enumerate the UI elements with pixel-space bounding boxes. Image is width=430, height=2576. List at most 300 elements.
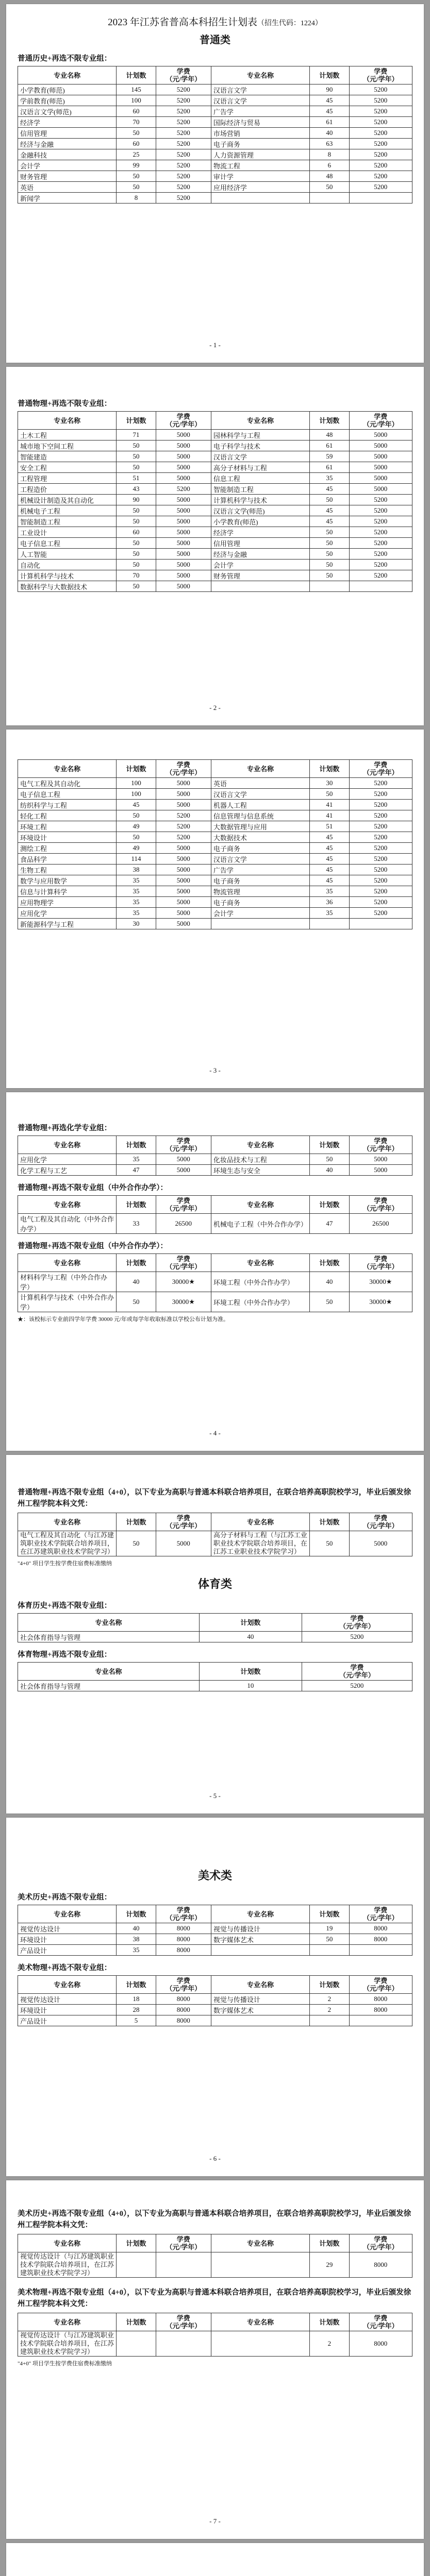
table-row — [18, 160, 412, 171]
table-row — [18, 1154, 412, 1165]
header-fee — [156, 2313, 211, 2331]
table-row — [18, 2331, 412, 2357]
major-cell: 视觉与传播设计 — [211, 1923, 309, 1934]
table-row — [18, 908, 412, 919]
fee-cell: 5200 — [349, 139, 412, 149]
plan-cell: 50 — [117, 128, 156, 139]
major-cell: 汉语言文学 — [211, 84, 309, 95]
fee-cell: 8000 — [349, 1994, 412, 2005]
category-heading: 普通类 — [200, 35, 230, 46]
header-fee-label: 学费 — [374, 1514, 388, 1522]
fee-cell: 5200 — [349, 908, 412, 919]
major-cell: 汉语言文学(师范) — [211, 505, 309, 516]
block-container — [18, 1122, 412, 1312]
header-fee-unit: （元/学年） — [339, 1671, 375, 1679]
fee-cell: 5000 — [349, 1165, 412, 1176]
note-container — [18, 1559, 412, 1567]
plan-cell: 45 — [310, 505, 350, 516]
plan-cell: 45 — [310, 843, 350, 854]
plan-cell: 45 — [310, 516, 350, 527]
plan-cell: 40 — [199, 1632, 302, 1642]
major-cell: 产品设计 — [18, 2015, 117, 2026]
block-container — [18, 2208, 412, 2357]
plan-cell: 50 — [117, 1531, 156, 1556]
header-fee-label: 学费 — [374, 1197, 388, 1205]
major-cell: 环境设计 — [18, 2005, 117, 2015]
section-title: 体育历史+再选不限专业组： — [18, 1602, 112, 1610]
plan-cell: 35 — [117, 1154, 156, 1165]
major-cell: 会计学 — [211, 908, 309, 919]
table-header-row — [18, 66, 412, 84]
document-title: 2023 年江苏省普高本科招生计划表（招生代码：1224） — [108, 17, 322, 28]
major-cell: 广告学 — [211, 106, 309, 117]
plan-table — [18, 1195, 412, 1234]
fee-cell: 5200 — [156, 84, 211, 95]
plan-table — [18, 1613, 412, 1642]
fee-cell: 5200 — [349, 549, 412, 560]
plan-cell: 50 — [117, 538, 156, 549]
header-plan: 计划数 — [310, 1905, 350, 1923]
plan-cell: 59 — [310, 451, 350, 462]
table-row — [18, 193, 412, 204]
table-row — [18, 149, 412, 160]
header-plan: 计划数 — [310, 1254, 350, 1272]
major-cell: 工业设计 — [18, 527, 117, 538]
fee-cell: 5200 — [156, 821, 211, 832]
fee-cell: 5200 — [156, 193, 211, 204]
major-cell: 视觉传达设计 — [18, 1994, 117, 2005]
fee-cell: 5000 — [156, 570, 211, 581]
plan-cell: 49 — [117, 821, 156, 832]
table-row — [18, 430, 412, 440]
plan-cell: 60 — [117, 139, 156, 149]
major-cell: 电子科学与技术 — [211, 440, 309, 451]
table-row — [18, 843, 412, 854]
fee-cell: 5200 — [156, 106, 211, 117]
fee-cell: 26500 — [156, 1214, 211, 1234]
plan-cell: 35 — [310, 473, 350, 484]
plan-cell: 50 — [310, 789, 350, 800]
fee-cell: 5200 — [349, 171, 412, 182]
header-major: 专业名称 — [18, 1976, 117, 1994]
table-header-row — [18, 1905, 412, 1923]
plan-cell: 45 — [310, 875, 350, 886]
header-plan: 计划数 — [117, 1513, 156, 1531]
fee-cell: 5000 — [156, 451, 211, 462]
plan-cell: 61 — [310, 462, 350, 473]
major-cell: 新能源科学与工程 — [18, 919, 117, 929]
plan-cell: 60 — [117, 106, 156, 117]
table-row — [18, 1292, 412, 1312]
fee-cell: 8000 — [349, 2005, 412, 2015]
table-header-row — [18, 2234, 412, 2252]
major-cell: 工程造价 — [18, 484, 117, 495]
major-cell: 会计学 — [211, 560, 309, 570]
plan-cell: 70 — [117, 117, 156, 128]
plan-table — [18, 1662, 412, 1691]
fee-cell: 5000 — [156, 800, 211, 810]
major-cell: 物流工程 — [211, 160, 309, 171]
header-major: 专业名称 — [18, 1905, 117, 1923]
fee-cell: 5200 — [349, 854, 412, 865]
table-row — [18, 182, 412, 193]
header-plan: 计划数 — [310, 1513, 350, 1531]
fee-cell: 5200 — [156, 484, 211, 495]
header-major: 专业名称 — [211, 412, 309, 430]
header-fee-unit: （元/学年） — [166, 769, 202, 776]
plan-cell: 35 — [117, 1945, 156, 1956]
plan-cell: 50 — [310, 1934, 350, 1945]
header-plan: 计划数 — [117, 412, 156, 430]
table-row — [18, 570, 412, 581]
fee-cell: 5200 — [349, 128, 412, 139]
plan-cell: 51 — [310, 821, 350, 832]
plan-cell: 63 — [310, 139, 350, 149]
fee-cell: 30000★ — [156, 1272, 211, 1292]
header-fee-unit: （元/学年） — [362, 1145, 399, 1153]
major-cell: 英语 — [18, 182, 117, 193]
fee-cell: 5200 — [349, 160, 412, 171]
fee-cell — [349, 919, 412, 929]
header-fee-label: 学费 — [176, 67, 190, 75]
major-cell: 信息工程 — [211, 473, 309, 484]
header-major: 专业名称 — [211, 1905, 309, 1923]
major-cell: 汉语言文学 — [211, 451, 309, 462]
plan-cell: 50 — [117, 505, 156, 516]
plan-cell: 114 — [117, 854, 156, 865]
fee-cell — [349, 581, 412, 592]
fee-cell: 5200 — [349, 832, 412, 843]
major-cell: 小学教育(师范) — [18, 84, 117, 95]
header-fee-label: 学费 — [176, 1255, 190, 1263]
header-fee-label: 学费 — [176, 1197, 190, 1205]
plan-table — [18, 1975, 412, 2026]
plan-cell: 29 — [310, 2252, 350, 2278]
section-title: 普通物理+再选不限专业组： — [18, 400, 112, 408]
fee-cell: 8000 — [156, 2005, 211, 2015]
plan-cell: 48 — [310, 171, 350, 182]
table-row — [18, 549, 412, 560]
major-cell: 计算机科学与技术 — [211, 495, 309, 505]
header-plan: 计划数 — [117, 1905, 156, 1923]
table-header-row — [18, 412, 412, 430]
header-major: 专业名称 — [211, 760, 309, 778]
block-container — [18, 1487, 412, 1556]
header-major: 专业名称 — [18, 1254, 117, 1272]
major-cell — [211, 919, 309, 929]
fee-cell: 5200 — [349, 505, 412, 516]
plan-cell: 90 — [310, 84, 350, 95]
fee-cell: 5000 — [156, 843, 211, 854]
major-cell: 智能建造 — [18, 451, 117, 462]
header-fee-unit: （元/学年） — [362, 2322, 399, 2330]
page-1 — [6, 4, 424, 363]
major-cell: 测绘工程 — [18, 843, 117, 854]
major-cell: 环境工程 — [18, 821, 117, 832]
table-row — [18, 854, 412, 865]
major-cell — [211, 1945, 309, 1956]
plan-cell: 30 — [310, 778, 350, 789]
plan-cell: 50 — [310, 538, 350, 549]
table-row — [18, 171, 412, 182]
plan-cell — [310, 193, 350, 204]
footnote: "4+0" 项目学生按学费住宿费标准缴纳 — [18, 1561, 112, 1567]
fee-cell: 5200 — [349, 778, 412, 789]
header-major: 专业名称 — [18, 1136, 117, 1154]
fee-cell: 8000 — [156, 2015, 211, 2026]
plan-cell: 49 — [117, 843, 156, 854]
table-header-row — [18, 1614, 412, 1632]
block-container — [18, 1600, 412, 1691]
plan-cell: 35 — [117, 908, 156, 919]
header-plan: 计划数 — [199, 1663, 302, 1681]
header-fee — [156, 1196, 211, 1214]
plan-cell: 6 — [310, 160, 350, 171]
header-fee — [349, 1254, 412, 1272]
major-cell: 汉语言文学 — [211, 789, 309, 800]
block-container — [18, 1891, 412, 2026]
plan-cell: 51 — [117, 473, 156, 484]
plan-cell: 28 — [117, 2005, 156, 2015]
fee-cell: 5200 — [156, 160, 211, 171]
major-cell: 信用管理 — [18, 128, 117, 139]
major-cell: 信用管理 — [211, 538, 309, 549]
header-plan: 计划数 — [310, 66, 350, 84]
fee-cell: 8000 — [349, 2252, 412, 2278]
major-cell: 环境生态与安全 — [211, 1165, 309, 1176]
major-cell: 生物工程 — [18, 865, 117, 875]
category-heading: 美术类 — [197, 1869, 232, 1882]
major-cell: 新闻学 — [18, 193, 117, 204]
header-fee — [156, 1905, 211, 1923]
header-fee — [349, 412, 412, 430]
fee-cell: 8000 — [349, 2331, 412, 2357]
page-7 — [6, 2180, 424, 2539]
fee-cell: 26500 — [349, 1214, 412, 1234]
plan-cell: 50 — [117, 560, 156, 570]
plan-cell: 50 — [117, 516, 156, 527]
major-cell: 数字媒体艺术 — [211, 2005, 309, 2015]
header-plan: 计划数 — [310, 2313, 350, 2331]
header-fee-unit: （元/学年） — [166, 1522, 202, 1530]
header-fee-unit: （元/学年） — [339, 1622, 375, 1630]
fee-cell: 5200 — [302, 1632, 412, 1642]
major-cell: 视觉传达设计（与江苏建筑职业技术学院联合培养项目，在江苏建筑职业技术学院学习） — [18, 2252, 117, 2278]
plan-cell: 47 — [117, 1165, 156, 1176]
table-row — [18, 875, 412, 886]
plan-cell: 40 — [117, 1923, 156, 1934]
table-row — [18, 2015, 412, 2026]
fee-cell: 5200 — [302, 1681, 412, 1691]
header-plan: 计划数 — [310, 412, 350, 430]
major-cell: 应用化学 — [18, 908, 117, 919]
major-cell: 城市地下空间工程 — [18, 440, 117, 451]
table-row — [18, 527, 412, 538]
fee-cell: 5000 — [349, 462, 412, 473]
header-fee-label: 学费 — [176, 761, 190, 769]
fee-cell: 5000 — [156, 581, 211, 592]
table-header-row — [18, 2313, 412, 2331]
fee-cell: 30000★ — [156, 1292, 211, 1312]
plan-table — [18, 66, 412, 204]
page-number: - 3 - — [209, 1066, 221, 1074]
page-8 — [6, 2543, 424, 2576]
fee-cell: 5200 — [156, 149, 211, 160]
fee-cell: 5000 — [156, 430, 211, 440]
table-row — [18, 462, 412, 473]
header-fee-label: 学费 — [176, 1137, 190, 1145]
page-3 — [6, 730, 424, 1088]
major-cell — [211, 2252, 309, 2278]
table-row — [18, 538, 412, 549]
major-cell: 机器人工程 — [211, 800, 309, 810]
page-number: - 1 - — [209, 341, 221, 349]
plan-cell: 30 — [117, 919, 156, 929]
plan-cell: 25 — [117, 149, 156, 160]
plan-cell: 50 — [310, 182, 350, 193]
header-fee — [156, 412, 211, 430]
major-cell: 机械设计制造及其自动化 — [18, 495, 117, 505]
table-row — [18, 1632, 412, 1642]
header-fee-label: 学费 — [176, 2314, 190, 2322]
table-row — [18, 440, 412, 451]
major-cell: 经济与金融 — [211, 549, 309, 560]
fee-cell: 5000 — [156, 886, 211, 897]
fee-cell: 30000★ — [349, 1272, 412, 1292]
major-cell: 产品设计 — [18, 1945, 117, 1956]
table-row — [18, 84, 412, 95]
major-cell: 大数据管理与应用 — [211, 821, 309, 832]
plan-cell: 100 — [117, 95, 156, 106]
table-row — [18, 1945, 412, 1956]
plan-cell: 5 — [117, 2015, 156, 2026]
block-container — [18, 755, 412, 929]
major-cell: 经济学 — [18, 117, 117, 128]
table-row — [18, 106, 412, 117]
plan-cell: 35 — [117, 875, 156, 886]
header-fee-unit: （元/学年） — [362, 1522, 399, 1530]
table-row — [18, 2005, 412, 2015]
header-plan: 计划数 — [117, 1136, 156, 1154]
major-cell: 高分子材料与工程（与江苏工业职业技术学院联合培养项目，在江苏工业职业技术学院学习） — [211, 1531, 309, 1556]
major-cell: 化妆品技术与工程 — [211, 1154, 309, 1165]
major-cell: 经济与金融 — [18, 139, 117, 149]
section-title: 美术历史+再选不限专业组： — [18, 1893, 112, 1902]
header-major: 专业名称 — [18, 1196, 117, 1214]
header-fee-label: 学费 — [176, 1906, 190, 1914]
header-fee-unit: （元/学年） — [166, 75, 202, 83]
major-cell: 电子商务 — [211, 843, 309, 854]
fee-cell: 5200 — [349, 865, 412, 875]
major-cell: 机械电子工程（中外合作办学） — [211, 1214, 309, 1234]
section-title: 普通历史+再选不限专业组： — [18, 55, 112, 63]
header-fee-unit: （元/学年） — [166, 1145, 202, 1153]
plan-cell: 18 — [117, 1994, 156, 2005]
table-row — [18, 810, 412, 821]
section-title: 美术物理+再选不限专业组（4+0），以下专业为高职与普通本科联合培养项目，在联合培养高职院校学习，毕业后颁发徐州工程学院本科文凭： — [18, 2289, 411, 2308]
fee-cell: 5000 — [156, 549, 211, 560]
major-cell: 汉语言文学 — [211, 95, 309, 106]
fee-cell: 5000 — [156, 1154, 211, 1165]
major-cell: 数据科学与大数据技术 — [18, 581, 117, 592]
header-major: 专业名称 — [211, 1513, 309, 1531]
header-fee — [349, 1513, 412, 1531]
table-row — [18, 821, 412, 832]
header-fee-unit: （元/学年） — [362, 1914, 399, 1922]
fee-cell: 5200 — [156, 171, 211, 182]
fee-cell: 5200 — [349, 516, 412, 527]
plan-cell — [310, 581, 350, 592]
header-fee — [156, 1136, 211, 1154]
fee-cell: 5200 — [156, 128, 211, 139]
table-row — [18, 505, 412, 516]
plan-cell: 41 — [310, 800, 350, 810]
plan-cell: 2 — [310, 1994, 350, 2005]
major-cell: 信息与计算科学 — [18, 886, 117, 897]
major-cell: 电子信息工程 — [18, 538, 117, 549]
header-fee — [349, 1136, 412, 1154]
plan-cell: 50 — [310, 527, 350, 538]
major-cell: 视觉与传播设计 — [211, 1994, 309, 2005]
fee-cell: 5000 — [349, 484, 412, 495]
fee-cell — [349, 2015, 412, 2026]
plan-table — [18, 1136, 412, 1176]
header-fee-label: 学费 — [374, 1137, 388, 1145]
header-major: 专业名称 — [211, 1254, 309, 1272]
fee-cell: 5200 — [349, 117, 412, 128]
fee-cell: 8000 — [156, 1934, 211, 1945]
fee-cell: 5000 — [156, 495, 211, 505]
major-cell: 国际经济与贸易 — [211, 117, 309, 128]
header-fee-unit: （元/学年） — [166, 2322, 202, 2330]
header-fee-unit: （元/学年） — [362, 75, 399, 83]
fee-cell: 5000 — [156, 778, 211, 789]
fee-cell: 8000 — [349, 1923, 412, 1934]
header-major: 专业名称 — [18, 2234, 117, 2252]
header-fee — [302, 1614, 412, 1632]
header-fee-label: 学费 — [374, 2235, 388, 2243]
plan-cell: 2 — [310, 2005, 350, 2015]
plan-table — [18, 1905, 412, 1956]
header-fee-unit: （元/学年） — [362, 1985, 399, 1992]
fee-cell: 5200 — [349, 897, 412, 908]
table-row — [18, 897, 412, 908]
major-cell: 视觉传达设计（与江苏建筑职业技术学院联合培养项目，在江苏建筑职业技术学院学习） — [18, 2331, 117, 2357]
major-cell: 机械电子工程 — [18, 505, 117, 516]
plan-cell: 45 — [310, 484, 350, 495]
major-cell: 财务管理 — [18, 171, 117, 182]
header-fee-unit: （元/学年） — [166, 2243, 202, 2251]
plan-cell: 38 — [117, 1934, 156, 1945]
table-row — [18, 484, 412, 495]
plan-cell: 45 — [310, 832, 350, 843]
block-container — [18, 53, 412, 204]
fee-cell: 5000 — [156, 462, 211, 473]
table-row — [18, 919, 412, 929]
plan-cell — [117, 2331, 156, 2357]
header-fee-label: 学费 — [176, 1514, 190, 1522]
plan-cell: 50 — [310, 495, 350, 505]
plan-cell: 100 — [117, 778, 156, 789]
major-cell: 化学工程与工艺 — [18, 1165, 117, 1176]
page-6 — [6, 1818, 424, 2176]
table-row — [18, 1531, 412, 1556]
major-cell: 经济学 — [211, 527, 309, 538]
page-4 — [6, 1092, 424, 1451]
header-fee — [156, 2234, 211, 2252]
major-cell: 电气工程及其自动化（与江苏建筑职业技术学院联合培养项目，在江苏建筑职业技术学院学习） — [18, 1531, 117, 1556]
plan-cell: 60 — [117, 527, 156, 538]
